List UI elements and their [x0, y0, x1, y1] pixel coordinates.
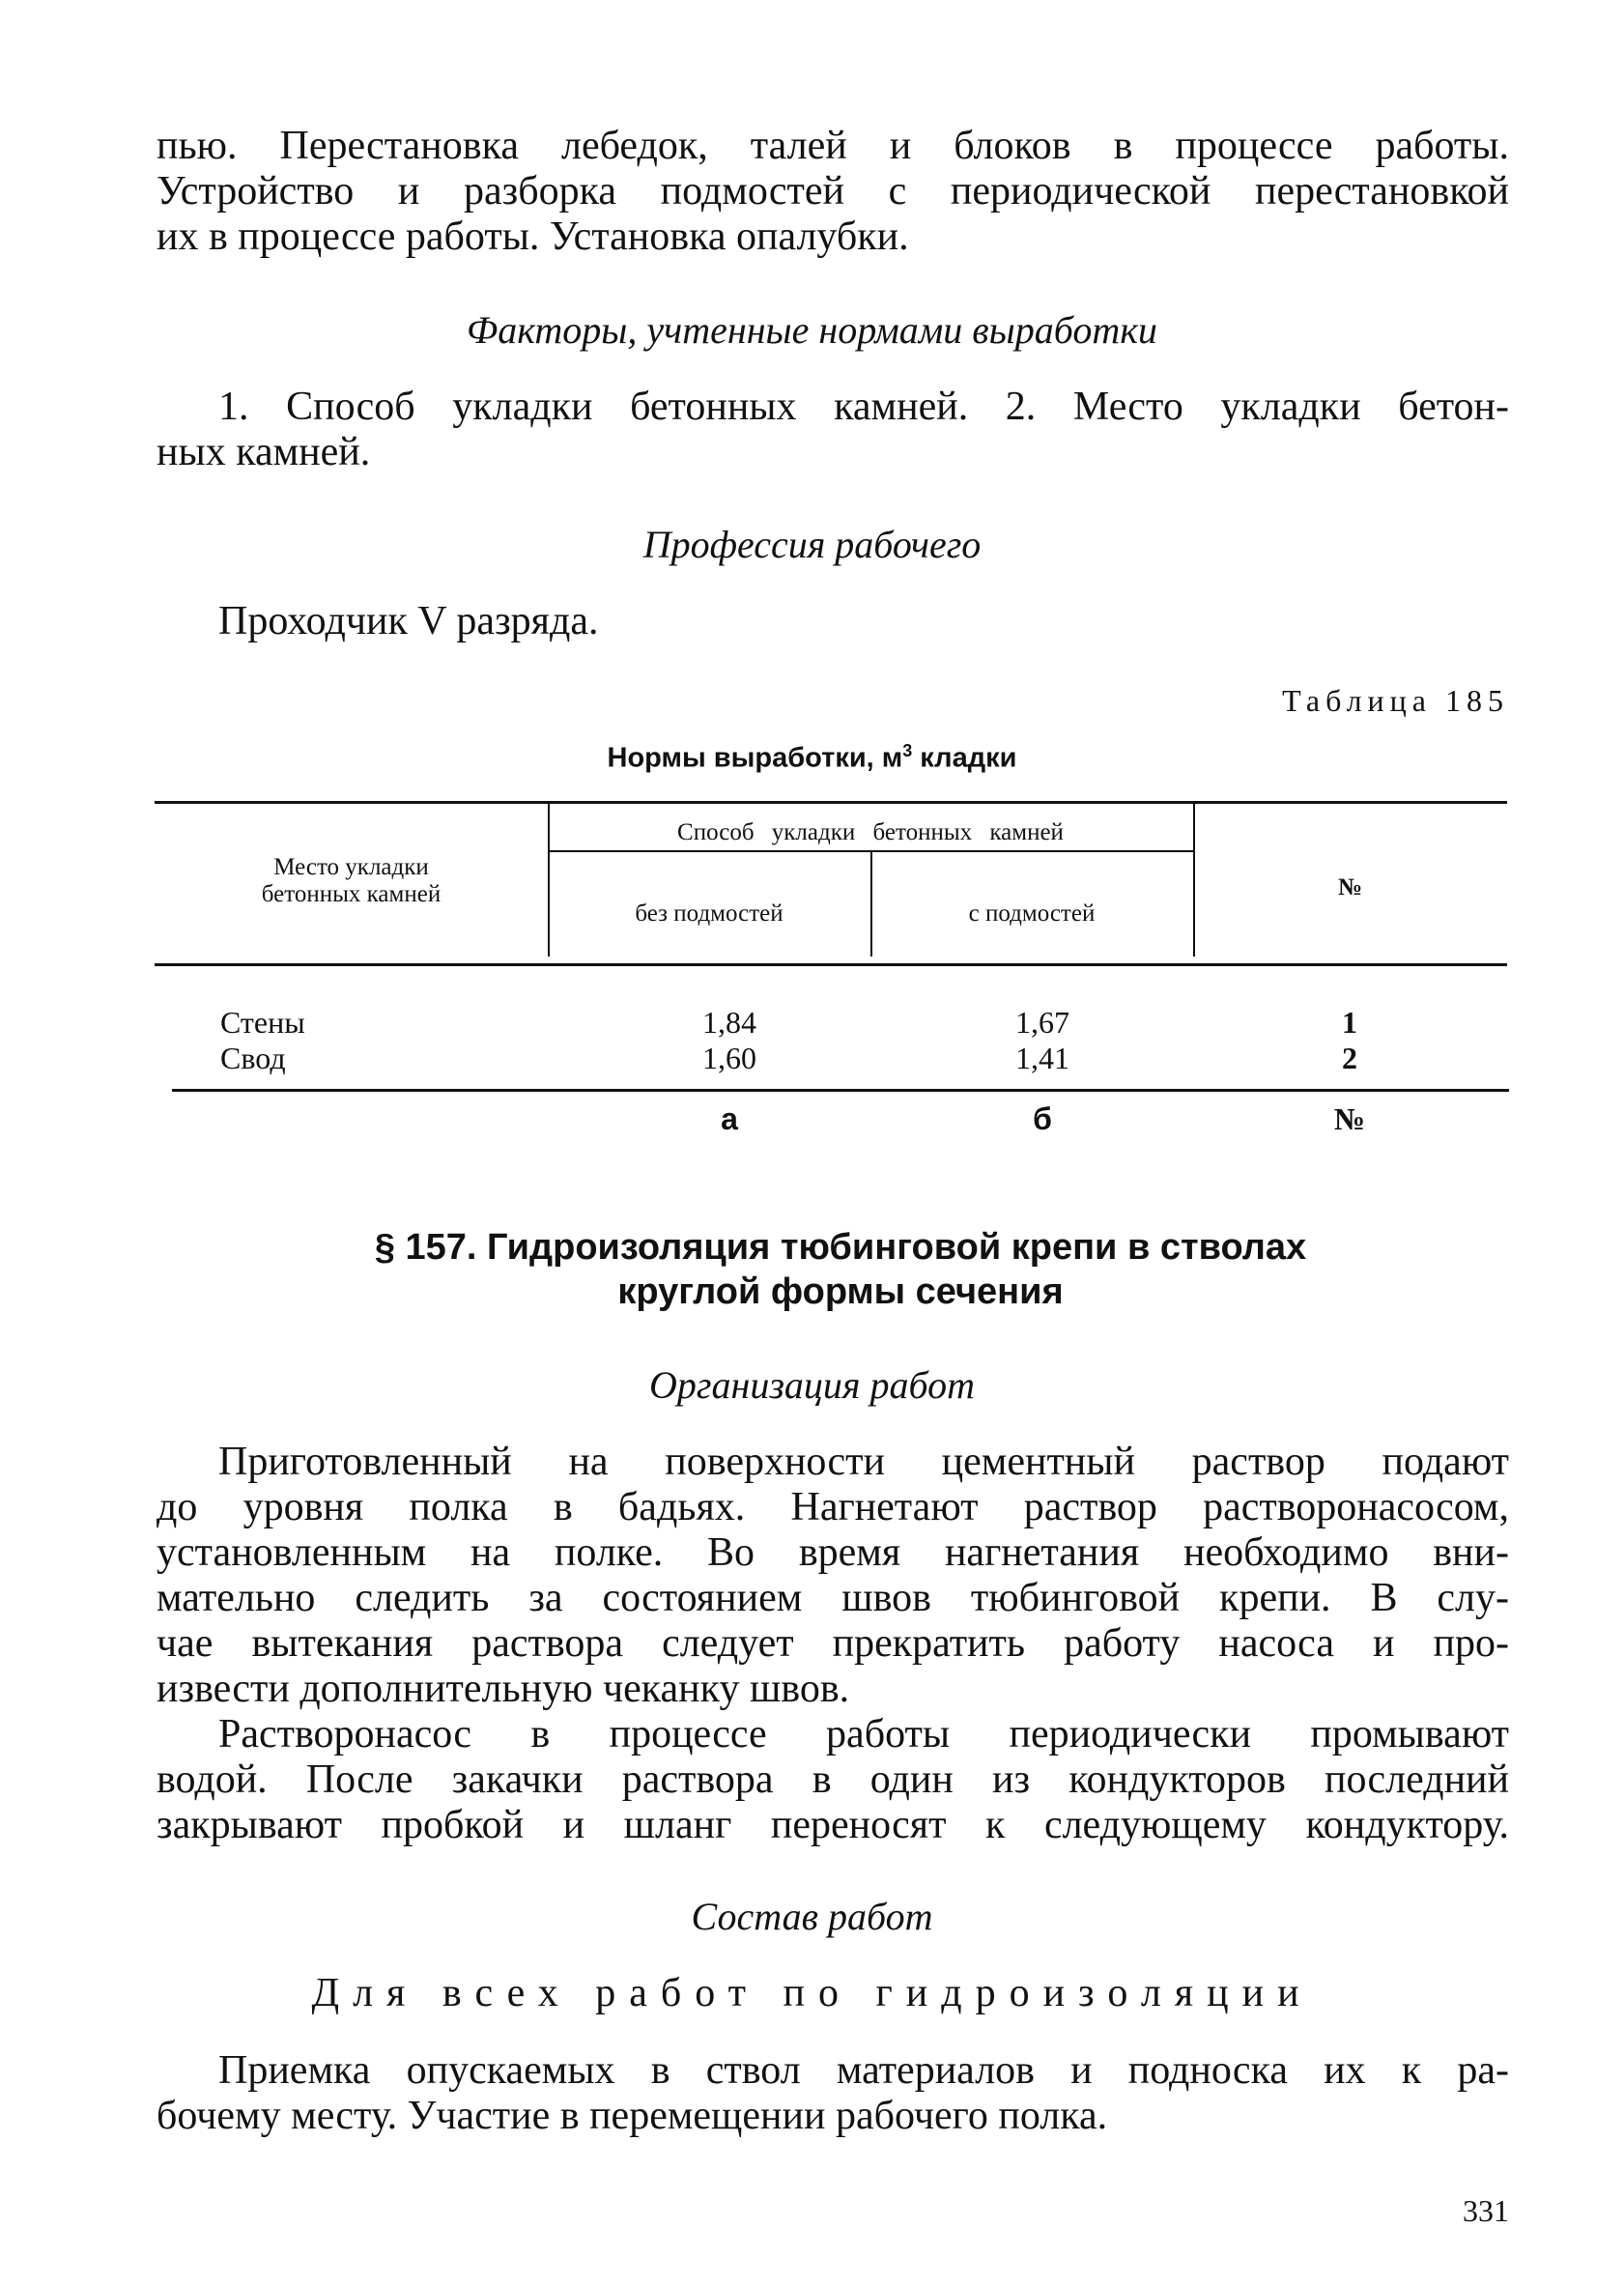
factors-line-1: 1. Способ укладки бетонных камней. 2. Место укладки бетон-: [218, 385, 1509, 429]
composition-line-2: бочему месту. Участие в перемещении рабочего полка.: [157, 2094, 1108, 2138]
header-without-scaffold: без подмостей: [635, 900, 784, 927]
composition-line-1: Приемка опускаемых в ствол материалов и подноска их к ра-: [218, 2048, 1509, 2093]
table-bottom-rule: [172, 1089, 1509, 1092]
row-2-number: 2: [1342, 1041, 1357, 1075]
footer-col-b: б: [1033, 1101, 1052, 1136]
header-place-line-1: Место укладки: [273, 854, 429, 880]
composition-subheading: Для всех работ по гидроизоляции: [311, 1971, 1313, 2015]
header-place-line-2: бетонных камней: [261, 881, 442, 907]
org-para2-line-2: водой. После закачки раствора в один из кондукторов последний: [157, 1757, 1509, 1802]
page-number: 331: [1463, 2193, 1509, 2228]
table-title-suffix: кладки: [912, 742, 1017, 774]
org-para2-line-3: закрывают пробкой и шланг переносят к следующему кондуктору.: [157, 1803, 1509, 1847]
org-para1-line-1: Приготовленный на поверхности цементный раствор подают: [218, 1440, 1509, 1484]
org-para2-line-1: Растворонасос в процессе работы периодически промывают: [218, 1712, 1509, 1757]
factors-heading: Факторы, учтенные нормами выработки: [467, 308, 1157, 352]
org-para1-line-5: чае вытекания раствора следует прекратить работу насоса и про-: [157, 1621, 1509, 1666]
factors-line-2: ных камней.: [157, 430, 371, 474]
composition-heading: Состав работ: [691, 1895, 933, 1938]
org-para1-line-3: установленным на полке. Во время нагнетания необходимо вни-: [157, 1530, 1509, 1575]
row-1-place: Стены: [220, 1005, 305, 1040]
footer-col-number: №: [1333, 1101, 1366, 1136]
org-para1-line-4: мательно следить за состоянием швов тюбинговой крепи. В слу-: [157, 1576, 1509, 1620]
header-number: №: [1337, 874, 1363, 900]
table-top-rule: [155, 801, 1507, 804]
header-with-scaffold: с подмостей: [968, 900, 1096, 927]
intro-line-1: пью. Перестановка лебедок, талей и блоков в процессе работы.: [157, 124, 1509, 168]
table-header-rule: [155, 963, 1507, 966]
profession-heading: Профессия рабочего: [642, 523, 982, 566]
row-2-with: 1,41: [1015, 1041, 1069, 1075]
org-para1-line-6: извести дополнительную чеканку швов.: [157, 1667, 850, 1711]
profession-text: Проходчик V разряда.: [218, 599, 599, 643]
header-method-group: Способ укладки бетонных камней: [677, 819, 1064, 845]
row-1-without: 1,84: [702, 1005, 756, 1040]
table-title-text: Нормы выработки, м: [607, 742, 903, 774]
row-2-without: 1,60: [702, 1041, 756, 1075]
footer-col-a: а: [721, 1101, 738, 1136]
table-title-sup: 3: [902, 741, 913, 760]
org-para1-line-2: до уровня полка в бадьях. Нагнетают раствор растворонасосом,: [157, 1485, 1509, 1529]
section-heading-line-2: круглой формы сечения: [617, 1271, 1064, 1312]
organization-heading: Организация работ: [648, 1363, 975, 1407]
section-heading-line-1: § 157. Гидроизоляция тюбинговой крепи в стволах: [374, 1227, 1307, 1268]
table-label: Таблица 185: [1282, 683, 1509, 718]
intro-line-3: их в процессе работы. Установка опалубки.: [157, 214, 909, 259]
row-1-with: 1,67: [1015, 1005, 1069, 1040]
row-1-number: 1: [1342, 1005, 1357, 1040]
row-2-place: Свод: [220, 1041, 286, 1075]
table-title: [0, 741, 1624, 775]
intro-line-2: Устройство и разборка подмостей с периодической перестановкой: [157, 169, 1509, 214]
